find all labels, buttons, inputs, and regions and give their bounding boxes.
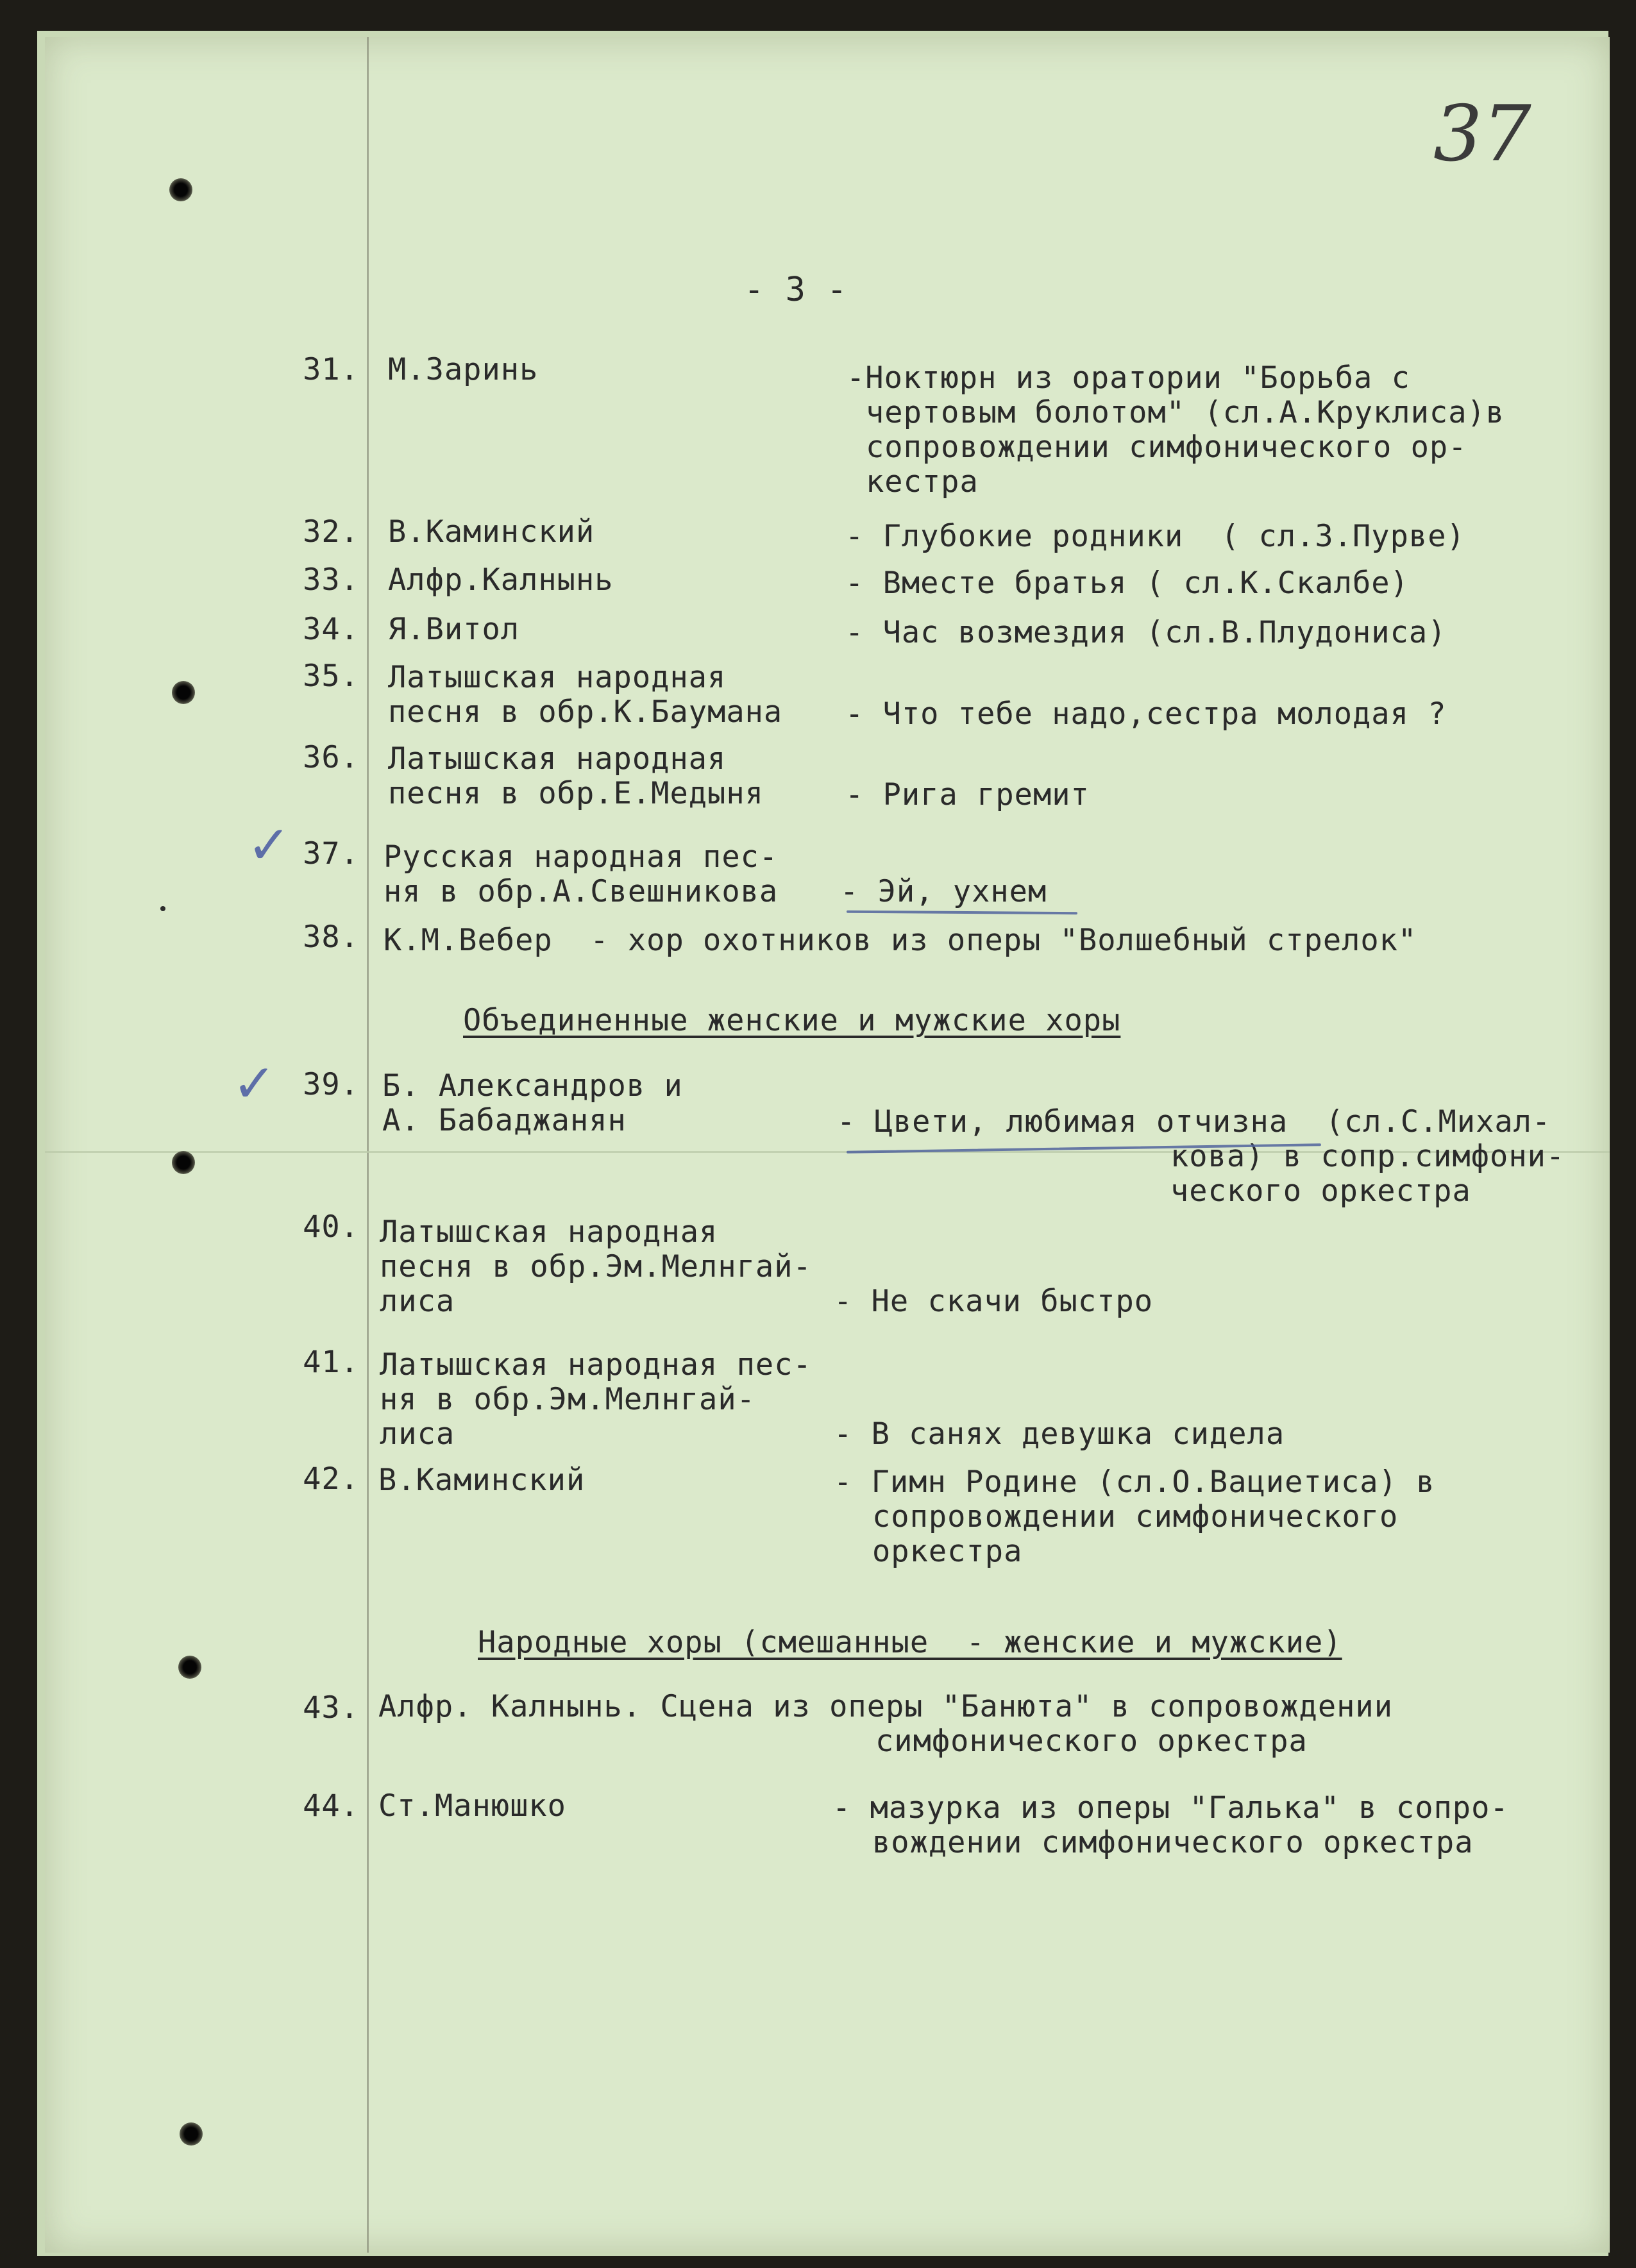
entry-composer: Русская народная пес- (384, 839, 779, 875)
entry-number: 39. (303, 1067, 359, 1102)
entry-work: кестра (866, 464, 979, 500)
punch-hole (172, 1151, 195, 1174)
entry-composer: Латышская народная (388, 660, 727, 695)
entry-composer: ня в обр.А.Свешникова (384, 874, 779, 909)
entry-line: К.М.Вебер - хор охотников из оперы "Волшебный стрелок" (384, 923, 1417, 958)
entry-work: кова) в сопр.симфони- (1170, 1139, 1565, 1174)
entry-work: - Рига гремит (845, 777, 1090, 812)
entry-work: - мазурка из оперы "Галька" в сопро- (832, 1790, 1509, 1826)
entry-number: 42. (303, 1461, 359, 1497)
entry-work: - Что тебе надо,сестра молодая ? (845, 696, 1447, 732)
sheet-number: 37 (1433, 90, 1531, 179)
punch-hole (180, 2122, 203, 2146)
punch-hole (169, 178, 192, 201)
entry-work: сопровождении симфонического ор- (866, 430, 1467, 465)
entry-composer: песня в обр.Эм.Мелнгай- (380, 1249, 812, 1284)
entry-work: - Не скачи быстро (834, 1284, 1154, 1319)
entry-work: - Вместе братья ( сл.К.Скалбе) (845, 566, 1409, 601)
entry-work: - Эй, ухнем (840, 874, 1047, 909)
entry-number: 36. (303, 740, 359, 775)
entry-work: ческого оркестра (1170, 1173, 1471, 1209)
entry-line: Алфр. Калнынь. Сцена из оперы "Банюта" в сопровождении (378, 1689, 1394, 1724)
section-heading: Народные хоры (смешанные - женские и мужские) (478, 1625, 1342, 1660)
entry-number: 34. (303, 612, 359, 647)
entry-number: 32. (303, 514, 359, 550)
entry-composer: Латышская народная (380, 1214, 718, 1250)
entry-number: 38. (303, 920, 359, 955)
entry-composer: Алфр.Калнынь (388, 562, 614, 598)
entry-number: 41. (303, 1345, 359, 1380)
page-number: - 3 - (744, 271, 848, 309)
entry-composer: лиса (380, 1284, 455, 1319)
entry-line: симфонического оркестра (875, 1724, 1308, 1759)
ink-speck (160, 906, 165, 911)
entry-composer: М.Заринь (388, 352, 539, 387)
entry-composer: В.Каминский (378, 1463, 586, 1498)
entry-composer: ня в обр.Эм.Мелнгай- (380, 1382, 755, 1417)
check-mark-icon: ✓ (232, 1054, 276, 1114)
entry-work: чертовым болотом" (сл.А.Круклиса)в (866, 395, 1505, 430)
entry-number: 44. (303, 1788, 359, 1824)
entry-composer: А. Бабаджанян (382, 1103, 627, 1138)
entry-work: - Цвети, любимая отчизна (сл.С.Михал- (837, 1104, 1551, 1139)
entry-work: - Час возмездия (сл.В.Плудониса) (845, 615, 1447, 650)
entry-number: 37. (303, 836, 359, 871)
entry-work: - Глубокие родники ( сл.З.Пурве) (845, 519, 1465, 554)
entry-composer: лиса (380, 1416, 455, 1452)
entry-composer: песня в обр.К.Баумана (388, 694, 783, 730)
entry-composer: песня в обр.Е.Медыня (388, 776, 764, 811)
entry-composer: В.Каминский (388, 514, 595, 550)
entry-work: сопровождении симфонического (872, 1499, 1399, 1534)
entry-number: 31. (303, 352, 359, 387)
punch-hole (178, 1656, 201, 1679)
entry-work: вождении симфонического оркестра (872, 1825, 1474, 1860)
entry-work: оркестра (872, 1534, 1023, 1569)
punch-hole (172, 681, 195, 704)
margin-line (367, 37, 369, 2253)
entry-composer: Я.Витол (388, 612, 520, 647)
entry-number: 35. (303, 659, 359, 694)
entry-number: 43. (303, 1690, 359, 1726)
section-heading: Объединенные женские и мужские хоры (463, 1003, 1121, 1038)
entry-composer: Ст.Манюшко (378, 1788, 566, 1824)
check-mark-icon: ✓ (247, 815, 291, 876)
entry-work: - Гимн Родине (сл.О.Вациетиса) в (834, 1465, 1435, 1500)
entry-work: -Ноктюрн из оратории "Борьба с (847, 360, 1410, 396)
entry-composer: Латышская народная (388, 741, 727, 777)
entry-number: 40. (303, 1209, 359, 1245)
entry-composer: Б. Александров и (382, 1068, 683, 1104)
entry-number: 33. (303, 562, 359, 598)
entry-composer: Латышская народная пес- (380, 1347, 812, 1382)
entry-work: - В санях девушка сидела (834, 1416, 1285, 1452)
